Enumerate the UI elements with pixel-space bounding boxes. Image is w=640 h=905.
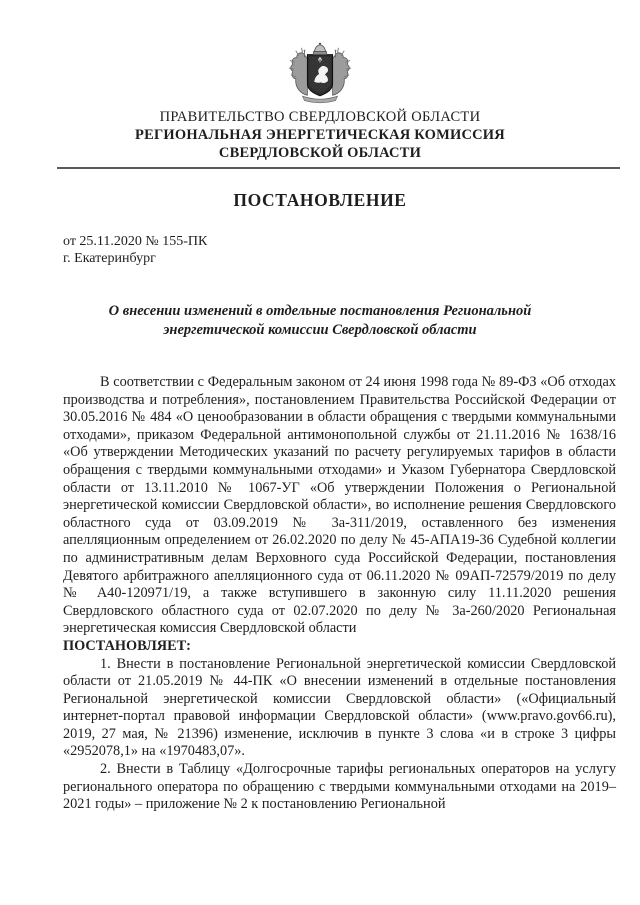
letterhead	[0, 0, 640, 162]
date-number-line: от 25.11.2020 № 155-ПК	[63, 234, 208, 249]
date-city-block	[63, 233, 616, 267]
intro-paragraph: В соответствии с Федеральным законом от 24 июня 1998 года № 89-ФЗ «Об отходах производства и потребления», постановлением Правительства Российской Федерации от 30.05.2016 № 484 «О ценообразовании в области обращения с твердыми коммунальными отходами», приказом Федеральной антимонопольной службы от 21.11.2016 № 1638/16 «Об утверждении Методических указаний по расчету регулируемых тарифов в области обращения с твердыми коммунальными отходами» и Указом Губернатора Свердловской области от 13.11.2010 № 1067-УГ «Об утверждении Положения о Региональной энергетической комиссии Свердловской области», во исполнение решения Свердловского областного суда от 03.09.2019 № 3а-311/2019, оставленного без изменения апелляционным определением от 26.02.2020 по делу № 45-АПА19-36 Судебной коллегии по административным делам Верховного суда Российской Федерации, постановления Девятого арбитражного апелляционного суда от 06.11.2020 № 09АП-72579/2019 по делу № А40-120971/19, а также вступившего в законную силу 11.11.2020 решения Свердловского областного суда от 02.07.2020 по делу № 3а-260/2020 Региональная энергетическая комиссия Свердловской области	[63, 374, 616, 637]
resolves-heading: ПОСТАНОВЛЯЕТ:	[63, 637, 191, 654]
city-line: г. Екатеринбург	[63, 251, 156, 266]
government-name: ПРАВИТЕЛЬСТВО СВЕРДЛОВСКОЙ ОБЛАСТИ	[159, 109, 481, 125]
sverdlovsk-coat-of-arms-icon	[278, 42, 362, 104]
document-type-heading: ПОСТАНОВЛЕНИЕ	[233, 190, 407, 210]
commission-name-line2: СВЕРДЛОВСКОЙ ОБЛАСТИ	[218, 145, 422, 161]
commission-name-line1: РЕГИОНАЛЬНАЯ ЭНЕРГЕТИЧЕСКАЯ КОМИССИЯ	[135, 127, 505, 143]
resolution-item-1: 1. Внести в постановление Региональной энергетической комиссии Свердловской области от 21.05.2019 № 44-ПК «О внесении изменений в отдельные постановления Региональной энергетической комиссии Свердловской области» («Официальный интернет-портал правовой информации Свердловской области» (www.pravo.gov66.ru), 2019, 27 мая, № 21396) изменение, исключив в пункте 3 слова «и в строке 3 цифры «2952078,1» на «1970483,07».	[63, 655, 616, 760]
document-title: О внесении изменений в отдельные постановления Региональной энергетической комиссии Свердловской области	[108, 303, 532, 338]
document-body	[63, 374, 616, 814]
emblem-container	[0, 42, 640, 104]
resolution-item-2: 2. Внести в Таблицу «Долгосрочные тарифы региональных операторов на услугу регионального оператора по обращению с твердыми коммунальными отходами на 2019–2021 годы» – приложение № 2 к постановлению Региональной	[63, 761, 616, 813]
letterhead-divider	[57, 167, 620, 169]
